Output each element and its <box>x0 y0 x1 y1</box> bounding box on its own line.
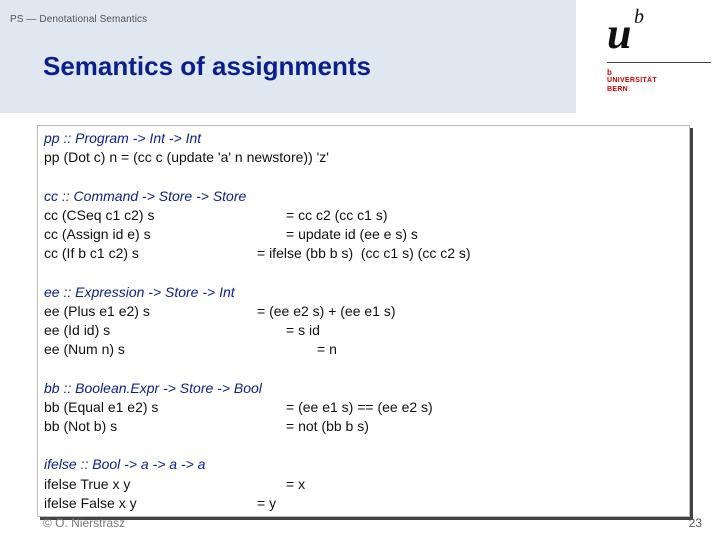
ee-plus-rhs: = (ee e2 s) + (ee e1 s) <box>257 303 396 319</box>
logo-u: u <box>607 9 632 58</box>
code-box <box>37 125 690 517</box>
slide-title: Semantics of assignments <box>43 51 371 81</box>
cc-seq-lhs: cc (CSeq c1 c2) s <box>44 207 155 223</box>
pp-definition: pp (Dot c) n = (cc c (update 'a' n newstore)) 'z' <box>44 149 329 165</box>
page-number: 23 <box>688 516 702 530</box>
ifelse-true-rhs: = x <box>286 476 306 492</box>
bb-signature: bb :: Boolean.Expr -> Store -> Bool <box>44 380 262 396</box>
ee-num-lhs: ee (Num n) s <box>44 341 125 357</box>
footer-copyright: © O. Nierstrasz <box>43 516 126 530</box>
ee-plus-lhs: ee (Plus e1 e2) s <box>44 303 150 319</box>
logo-b: b <box>634 6 644 28</box>
bb-equal-lhs: bb (Equal e1 e2) s <box>44 399 159 415</box>
ifelse-true-lhs: ifelse True x y <box>44 476 131 492</box>
ifelse-false-lhs: ifelse False x y <box>44 495 137 511</box>
logo-mark: b <box>607 68 612 77</box>
cc-assign-rhs: = update id (ee e s) s <box>286 226 418 242</box>
ifelse-false-rhs: = y <box>257 495 277 511</box>
bb-equal-rhs: = (ee e1 s) == (ee e2 s) <box>286 399 433 415</box>
pp-signature: pp :: Program -> Int -> Int <box>44 130 202 146</box>
cc-seq-rhs: = cc c2 (cc c1 s) <box>286 207 388 223</box>
logo-city: BERN <box>607 86 629 93</box>
cc-signature: cc :: Command -> Store -> Store <box>44 188 247 204</box>
bb-not-lhs: bb (Not b) s <box>44 418 118 434</box>
ifelse-signature: ifelse :: Bool -> a -> a -> a <box>44 456 206 472</box>
course-label: PS — Denotational Semantics <box>10 14 148 25</box>
university-logo <box>604 6 714 102</box>
ee-signature: ee :: Expression -> Store -> Int <box>44 284 235 300</box>
ee-id-lhs: ee (Id id) s <box>44 322 111 338</box>
logo-rule <box>607 62 711 63</box>
logo-university: UNIVERSITÄT <box>607 77 657 84</box>
cc-assign-lhs: cc (Assign id e) s <box>44 226 151 242</box>
cc-if-rhs: = ifelse (bb b s) (cc c1 s) (cc c2 s) <box>257 245 471 261</box>
cc-if-lhs: cc (If b c1 c2) s <box>44 245 139 261</box>
ee-id-rhs: = s id <box>286 322 320 338</box>
ee-num-rhs: = n <box>317 341 337 357</box>
bb-not-rhs: = not (bb b s) <box>286 418 369 434</box>
